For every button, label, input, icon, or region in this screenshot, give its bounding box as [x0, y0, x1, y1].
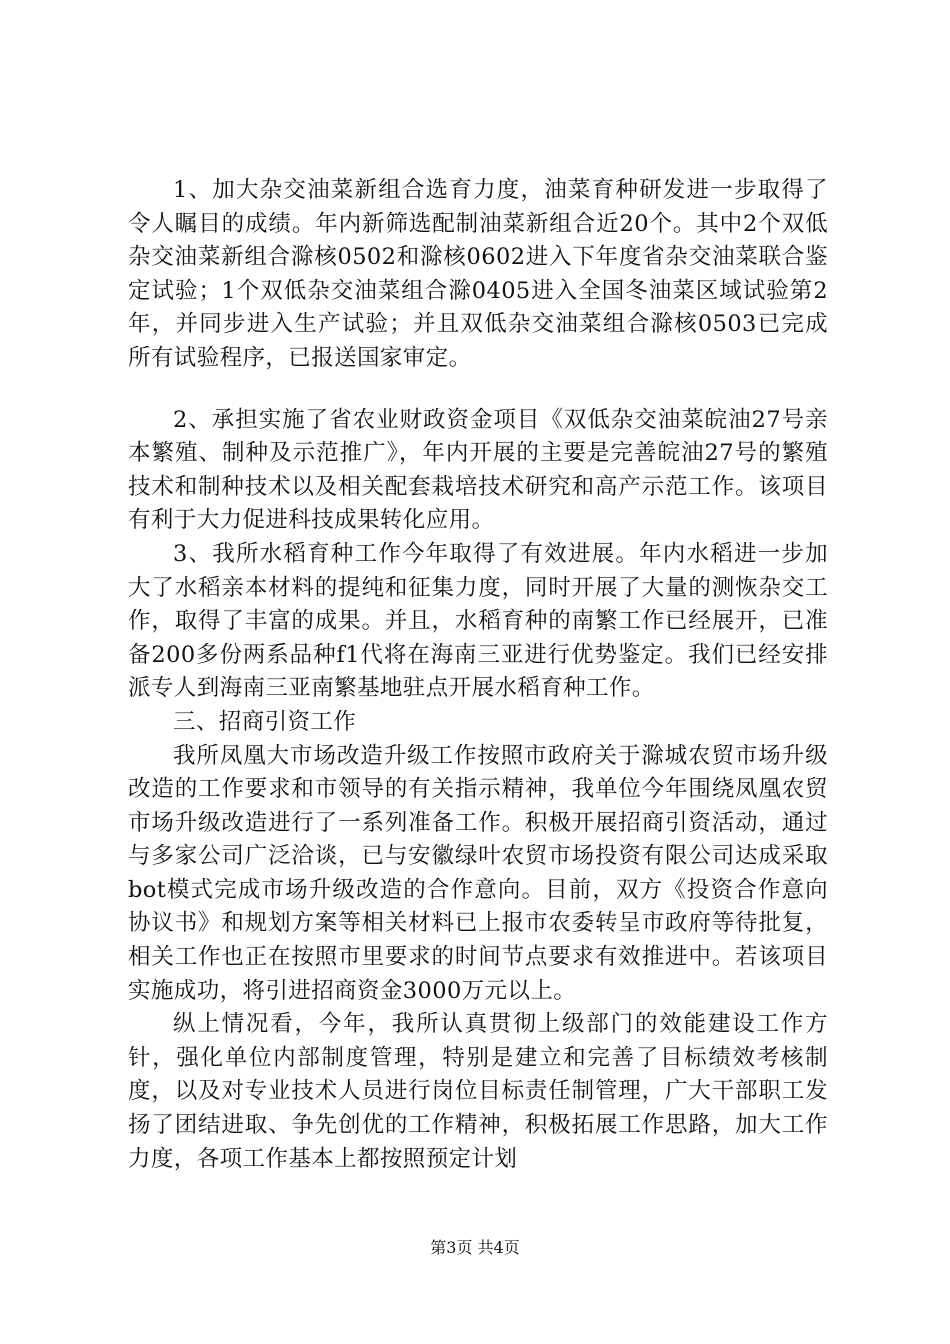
paragraph-provincial-project: 2、承担实施了省农业财政资金项目《双低杂交油菜皖油27号亲本繁殖、制种及示范推广》，年内开展的主要是完善皖油27号的繁殖技术和制种技术以及相关配套栽培技术研究和高产示范工作。该项目有利于大力促进科技成果转化应用。: [128, 406, 828, 534]
page-number-footer: 第3页 共4页: [430, 1238, 520, 1257]
paragraph-rapeseed-breeding: 1、加大杂交油菜新组合选育力度，油菜育种研发进一步取得了令人瞩目的成绩。年内新筛选配制油菜新组合近20个。其中2个双低杂交油菜新组合滁核0502和滁核0602进入下年度省杂交油菜联合鉴定试验；1个双低杂交油菜组合滁0405进入全国冬油菜区域试验第2年，并同步进入生产试验；并且双低杂交油菜组合滁核0503已完成所有试验程序，已报送国家审定。: [128, 177, 828, 371]
document-body: [128, 174, 828, 1176]
paragraph-rice-breeding: 3、我所水稻育种工作今年取得了有效进展。年内水稻进一步加大了水稻亲本材料的提纯和征集力度，同时开展了大量的测恢杂交工作，取得了丰富的成果。并且，水稻育种的南繁工作已经展开，已准备200多份两系品种f1代将在海南三亚进行优势鉴定。我们已经安排派专人到海南三亚南繁基地驻点开展水稻育种工作。: [128, 540, 828, 702]
section-heading-investment: 三、招商引资工作: [173, 708, 357, 735]
paragraph-market-upgrade: 我所凤凰大市场改造升级工作按照市政府关于滁城农贸市场升级改造的工作要求和市领导的有关指示精神，我单位今年围绕凤凰农贸市场升级改造进行了一系列准备工作。积极开展招商引资活动，通过与多家公司广泛洽谈，已与安徽绿叶农贸市场投资有限公司达成采取bot模式完成市场升级改造的合作意向。目前，双方《投资合作意向协议书》和规划方案等相关材料已上报市农委转呈市政府等待批复，相关工作也正在按照市里要求的时间节点要求有效推进中。若该项目实施成功，将引进招商资金3000万元以上。: [128, 742, 828, 1004]
paragraph-summary: 纵上情况看，今年，我所认真贯彻上级部门的效能建设工作方针，强化单位内部制度管理，特别是建立和完善了目标绩效考核制度，以及对专业技术人员进行岗位目标责任制管理，广大干部职工发扬了团结进取、争先创优的工作精神，积极拓展工作思路，加大工作力度，各项工作基本上都按照预定计划: [128, 1011, 828, 1172]
